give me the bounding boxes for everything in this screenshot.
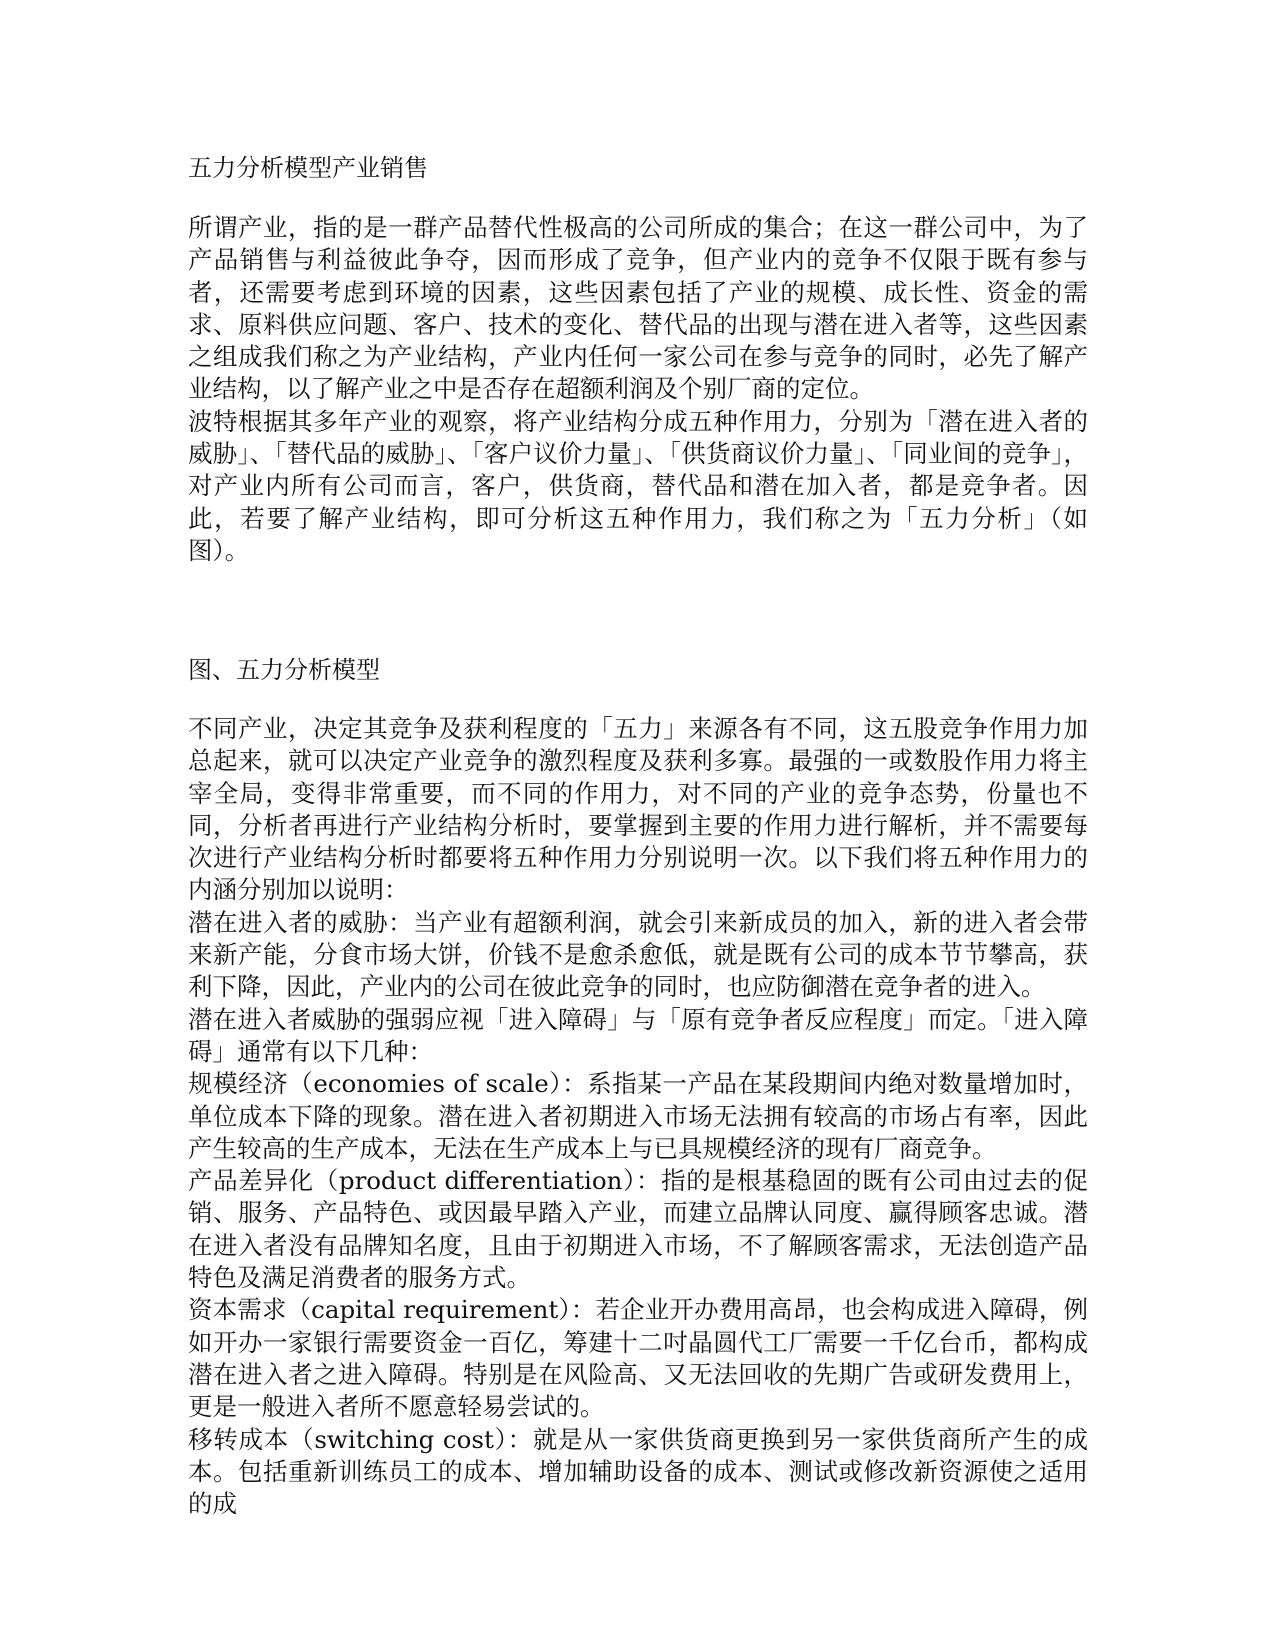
analysis-paragraph: 潜在进入者威胁的强弱应视「进入障碍」与「原有竞争者反应程度」而定。「进入障碍」通常有以下几种： <box>188 1004 1088 1066</box>
analysis-section <box>188 713 1088 1520</box>
analysis-paragraph: 不同产业，决定其竞争及获利程度的「五力」来源各有不同，这五股竞争作用力加总起来，就可以决定产业竞争的激烈程度及获利多寡。最强的一或数股作用力将主宰全局，变得非常重要，而不同的作用力，对不同的产业的竞争态势，份量也不同，分析者再进行产业结构分析时，要掌握到主要的作用力进行解析，并不需要每次进行产业结构分析时都要将五种作用力分别说明一次。以下我们将五种作用力的内涵分别加以说明： <box>188 714 1088 905</box>
intro-paragraph: 波特根据其多年产业的观察，将产业结构分成五种作用力，分别为「潜在进入者的威胁」、「替代品的威胁」、「客户议价力量」、「供货商议价力量」、「同业间的竞争」，对产业内所有公司而言，客户，供货商，替代品和潜在加入者，都是竞争者。因此，若要了解产业结构，即可分析这五种作用力，我们称之为「五力分析」（如图）。 <box>188 406 1088 565</box>
analysis-paragraph: 规模经济（economies of scale）：系指某一产品在某段期间内绝对数量增加时，单位成本下降的现象。潜在进入者初期进入市场无法拥有较高的市场占有率，因此产生较高的生产成本，无法在生产成本上与已具规模经济的现有厂商竞争。 <box>188 1069 1088 1163</box>
document-title: 五力分析模型产业销售 <box>188 154 428 182</box>
figure-caption: 图、五力分析模型 <box>188 656 380 684</box>
analysis-paragraph: 产品差异化（product differentiation）：指的是根基稳固的既有公司由过去的促销、服务、产品特色、或因最早踏入产业，而建立品牌认同度、赢得顾客忠诚。潜在进入者没有品牌知名度，且由于初期进入市场，不了解顾客需求，无法创造产品特色及满足消费者的服务方式。 <box>188 1166 1088 1293</box>
intro-paragraph: 所谓产业，指的是一群产品替代性极高的公司所成的集合；在这一群公司中，为了产品销售与利益彼此争夺，因而形成了竞争，但产业内的竞争不仅限于既有参与者，还需要考虑到环境的因素，这些因素包括了产业的规模、成长性、资金的需求、原料供应问题、客户、技术的变化、替代品的出现与潜在进入者等，这些因素之组成我们称之为产业结构，产业内任何一家公司在参与竞争的同时，必先了解产业结构，以了解产业之中是否存在超额利润及个别厂商的定位。 <box>188 213 1088 404</box>
analysis-paragraph: 移转成本（switching cost）：就是从一家供货商更换到另一家供货商所产生的成本。包括重新训练员工的成本、增加辅助设备的成本、测试或修改新资源使之适用的成 <box>188 1424 1088 1519</box>
document-page <box>188 0 1088 1650</box>
analysis-paragraph: 潜在进入者的威胁：当产业有超额利润，就会引来新成员的加入，新的进入者会带来新产能，分食市场大饼，价钱不是愈杀愈低，就是既有公司的成本节节攀高，获利下降，因此，产业内的公司在彼此竞争的同时，也应防御潜在竞争者的进入。 <box>188 907 1088 1002</box>
analysis-paragraph: 资本需求（capital requirement）：若企业开办费用高昂，也会构成进入障碍，例如开办一家银行需要资金一百亿，筹建十二吋晶圆代工厂需要一千亿台币，都构成潜在进入者之进入障碍。特别是在风险高、又无法回收的先期广告或研发费用上，更是一般进入者所不愿意轻易尝试的。 <box>188 1295 1088 1422</box>
intro-section <box>188 212 1088 567</box>
